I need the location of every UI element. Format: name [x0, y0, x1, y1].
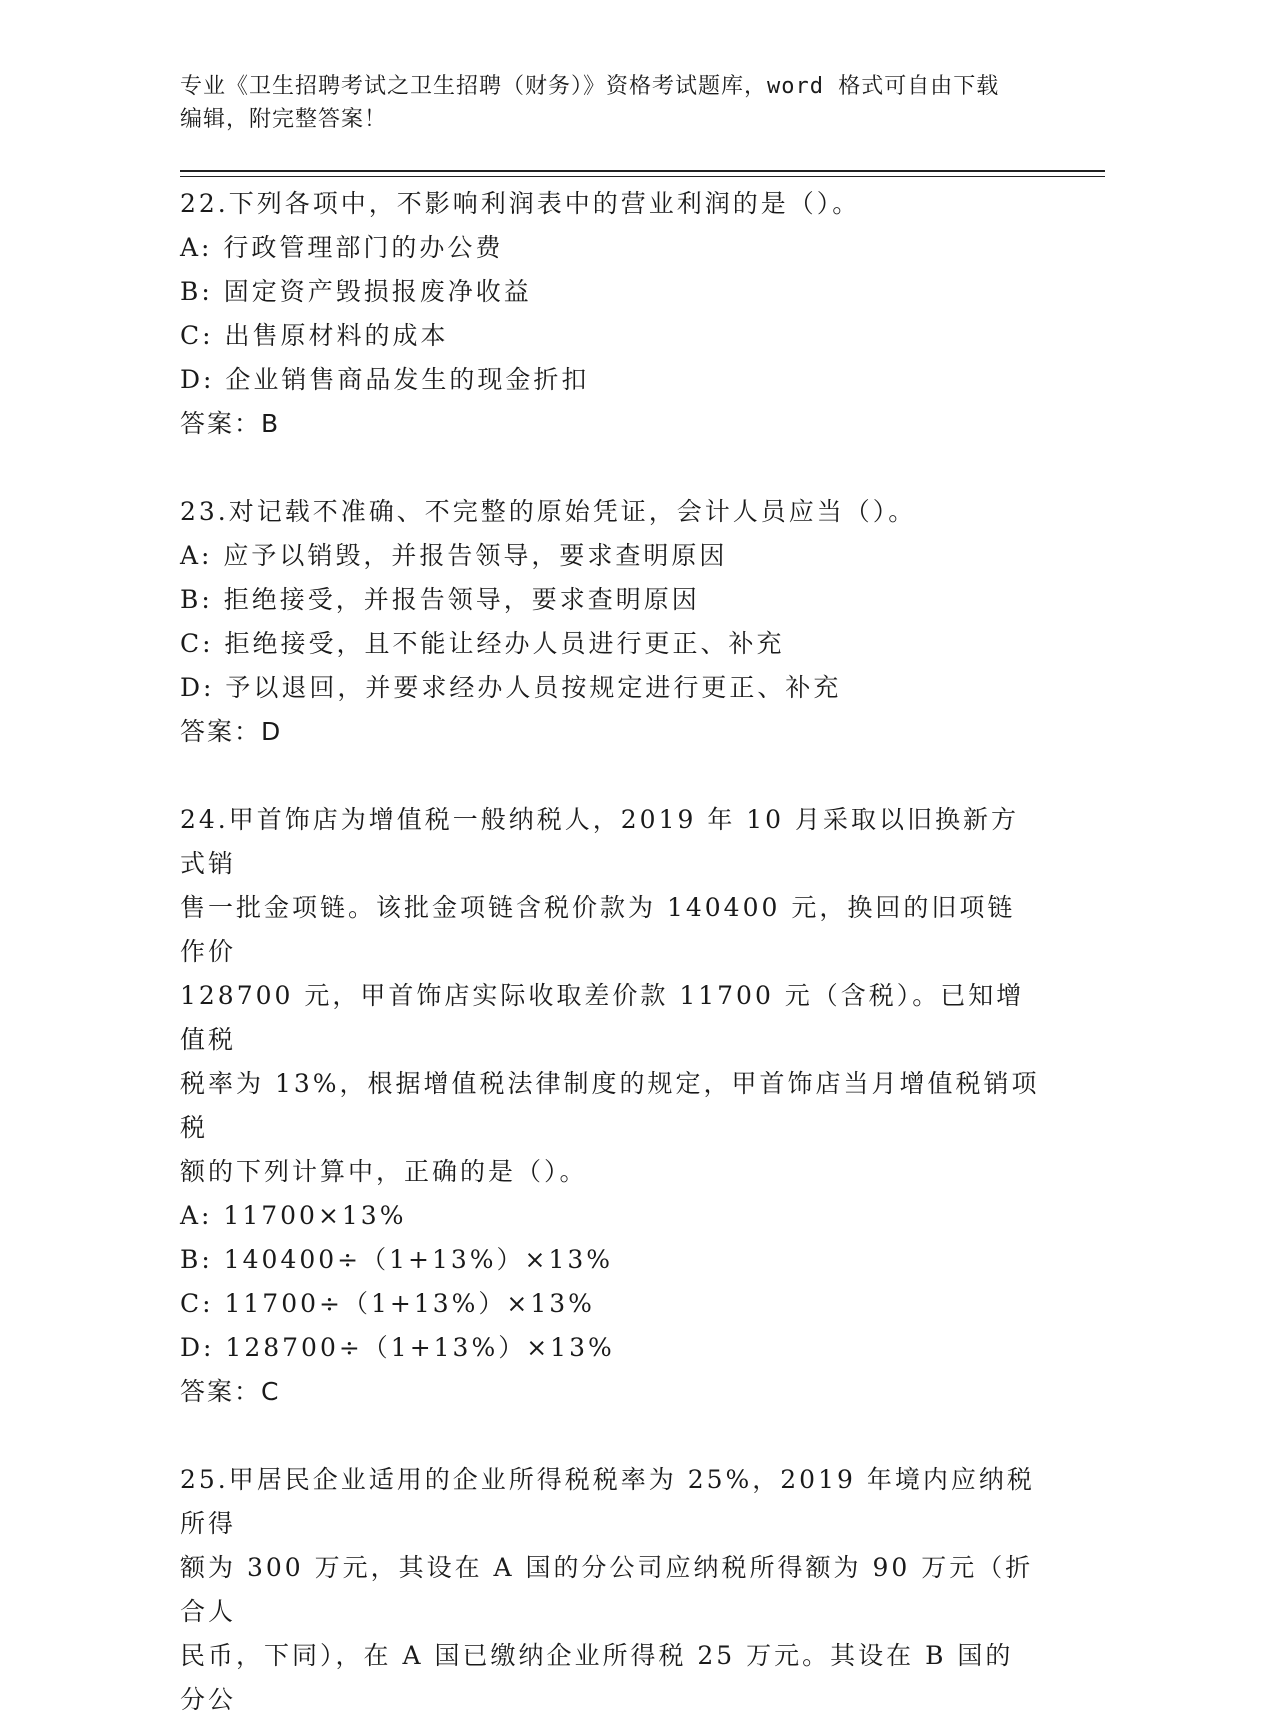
header-line-2: 编辑，附完整答案！ — [180, 107, 388, 132]
option-b: B: 拒绝接受，并报告领导，要求查明原因 — [180, 585, 700, 614]
question-23 — [180, 490, 1040, 754]
option-d: D: 予以退回，并要求经办人员按规定进行更正、补充 — [180, 673, 842, 702]
question-list — [180, 182, 1040, 1722]
option-d: D: 企业销售商品发生的现金折扣 — [180, 365, 590, 394]
question-25 — [180, 1458, 1040, 1722]
header-line-1: 专业《卫生招聘考试之卫生招聘（财务）》资格考试题库，word 格式可自由下载 — [180, 74, 1000, 99]
answer-line: 答案：D — [180, 717, 283, 746]
question-stem-line: 128700 元，甲首饰店实际收取差价款 11700 元（含税）。已知增值税 — [180, 981, 1025, 1054]
answer-line: 答案：C — [180, 1377, 281, 1406]
question-stem-line: 25.甲居民企业适用的企业所得税税率为 25%，2019 年境内应纳税所得 — [180, 1465, 1035, 1538]
question-stem: 23.对记载不准确、不完整的原始凭证，会计人员应当（）。 — [180, 497, 917, 526]
question-22 — [180, 182, 1040, 446]
header-divider-thick — [180, 170, 1105, 172]
question-stem-line: 税率为 13%，根据增值税法律制度的规定，甲首饰店当月增值税销项税 — [180, 1069, 1040, 1142]
question-stem-line: 额为 300 万元，其设在 A 国的分公司应纳税所得额为 90 万元（折合人 — [180, 1553, 1034, 1626]
option-a: A: 11700×13% — [180, 1201, 407, 1230]
option-c: C: 拒绝接受，且不能让经办人员进行更正、补充 — [180, 629, 785, 658]
question-stem-line: 民币，下同），在 A 国已缴纳企业所得税 25 万元。其设在 B 国的分公 — [180, 1641, 1014, 1714]
option-c: C: 出售原材料的成本 — [180, 321, 449, 350]
option-b: B: 140400÷（1+13%）×13% — [180, 1245, 614, 1274]
header-divider-thin — [180, 176, 1105, 177]
option-d: D: 128700÷（1+13%）×13% — [180, 1333, 615, 1362]
question-stem-line: 24.甲首饰店为增值税一般纳税人，2019 年 10 月采取以旧换新方式销 — [180, 805, 1020, 878]
question-stem-line: 售一批金项链。该批金项链含税价款为 140400 元，换回的旧项链作价 — [180, 893, 1016, 966]
answer-line: 答案：B — [180, 409, 281, 438]
question-stem: 22.下列各项中，不影响利润表中的营业利润的是（）。 — [180, 189, 861, 218]
option-a: A: 行政管理部门的办公费 — [180, 233, 504, 262]
option-a: A: 应予以销毁，并报告领导，要求查明原因 — [180, 541, 728, 570]
document-header — [180, 70, 1080, 136]
option-c: C: 11700÷（1+13%）×13% — [180, 1289, 595, 1318]
option-b: B: 固定资产毁损报废净收益 — [180, 277, 532, 306]
question-24 — [180, 798, 1040, 1414]
question-stem-line: 额的下列计算中，正确的是（）。 — [180, 1157, 588, 1186]
